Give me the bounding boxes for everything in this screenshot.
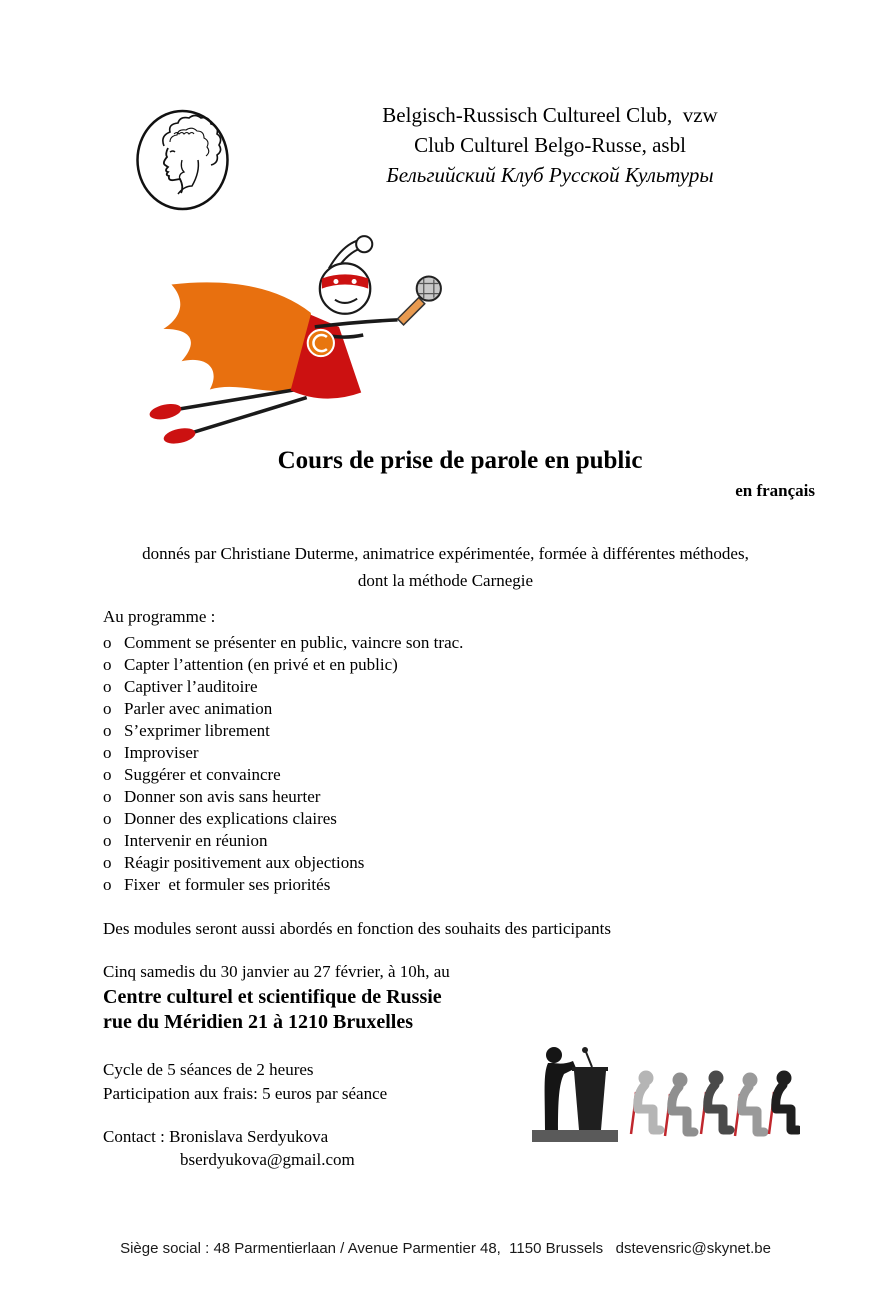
program-item-text: Fixer et formuler ses priorités [124,875,331,894]
speaker-silhouette [545,1061,576,1130]
venue-address: rue du Méridien 21 à 1210 Bruxelles [103,1011,413,1033]
schedule-block [103,962,450,1035]
header-line-french: Club Culturel Belgo-Russe, asbl [414,133,686,157]
header-line-dutch: Belgisch-Russisch Cultureel Club, vzw [382,103,718,127]
bullet-marker: o [103,853,112,872]
audience-illustration [528,1042,800,1147]
club-portrait-logo [134,108,231,212]
modules-note: Des modules seront aussi abordés en fonction des souhaits des participants [103,919,612,938]
audience-member [631,1071,660,1135]
audience-member [665,1073,694,1137]
schedule-dates: Cinq samedis du 30 janvier au 27 février, à 10h, au [103,962,450,981]
program-item [103,677,463,699]
contact-name: Contact : Bronislava Serdyukova [103,1127,329,1146]
bullet-marker: o [103,699,112,718]
contact-email: bserdyukova@gmail.com [180,1150,355,1169]
program-item-text: Donner son avis sans heurter [124,787,321,806]
bullet-marker: o [103,787,112,806]
program-item-text: Comment se présenter en public, vaincre son trac. [124,633,464,652]
program-item-text: Parler avec animation [124,699,273,718]
bullet-marker: o [103,743,112,762]
program-item [103,853,463,875]
program-item-text: Captiver l’auditoire [124,677,258,696]
podium-shape [574,1071,606,1130]
intro-text [30,540,861,594]
bullet-marker: o [103,875,112,894]
bullet-marker: o [103,655,112,674]
program-list [103,633,463,897]
header-line-russian: Бельгийский Клуб Русской Культуры [386,163,714,187]
bullet-marker: o [103,809,112,828]
program-heading: Au programme : [103,607,216,626]
microphone-handle [398,298,425,325]
microphone-head [417,276,441,300]
footer-text: Siège social : 48 Parmentierlaan / Avenue Parmentier 48, 1150 Brussels dstevensric@skynet.be [120,1240,771,1257]
program-item [103,721,463,743]
cycle-info: Cycle de 5 séances de 2 heures [103,1060,314,1079]
program-item-text: S’exprimer librement [124,721,270,740]
program-item [103,765,463,787]
program-item [103,875,463,897]
intro-line-2: dont la méthode Carnegie [357,571,534,590]
program-item [103,655,463,677]
program-item [103,787,463,809]
program-item [103,831,463,853]
fee-info: Participation aux frais: 5 euros par séance [103,1084,388,1103]
contact-block [103,1125,355,1171]
audience-member [769,1071,798,1135]
course-title: Cours de prise de parole en public [277,447,643,474]
venue-name: Centre culturel et scientifique de Russie [103,986,442,1008]
program-item [103,743,463,765]
audience-member [701,1071,730,1135]
program-item-text: Suggérer et convaincre [124,765,281,784]
bullet-marker: o [103,677,112,696]
program-item-text: Donner des explications claires [124,809,337,828]
audience-member [735,1073,764,1137]
program-item-text: Improviser [124,743,199,762]
superhero-illustration [112,226,457,448]
club-header [260,100,840,190]
bullet-marker: o [103,633,112,652]
program-item [103,809,463,831]
bullet-marker: o [103,765,112,784]
details-block [103,1058,387,1106]
language-note: en français [735,481,815,500]
program-item-text: Capter l’attention (en privé et en public) [124,655,398,674]
program-item-text: Intervenir en réunion [124,831,268,850]
bullet-marker: o [103,831,112,850]
program-item [103,633,463,655]
bullet-marker: o [103,721,112,740]
program-item [103,699,463,721]
program-item-text: Réagir positivement aux objections [124,853,365,872]
cape-shape [163,282,312,391]
intro-line-1: donnés par Christiane Duterme, animatrice expérimentée, formée à différentes méthodes, [142,544,749,563]
